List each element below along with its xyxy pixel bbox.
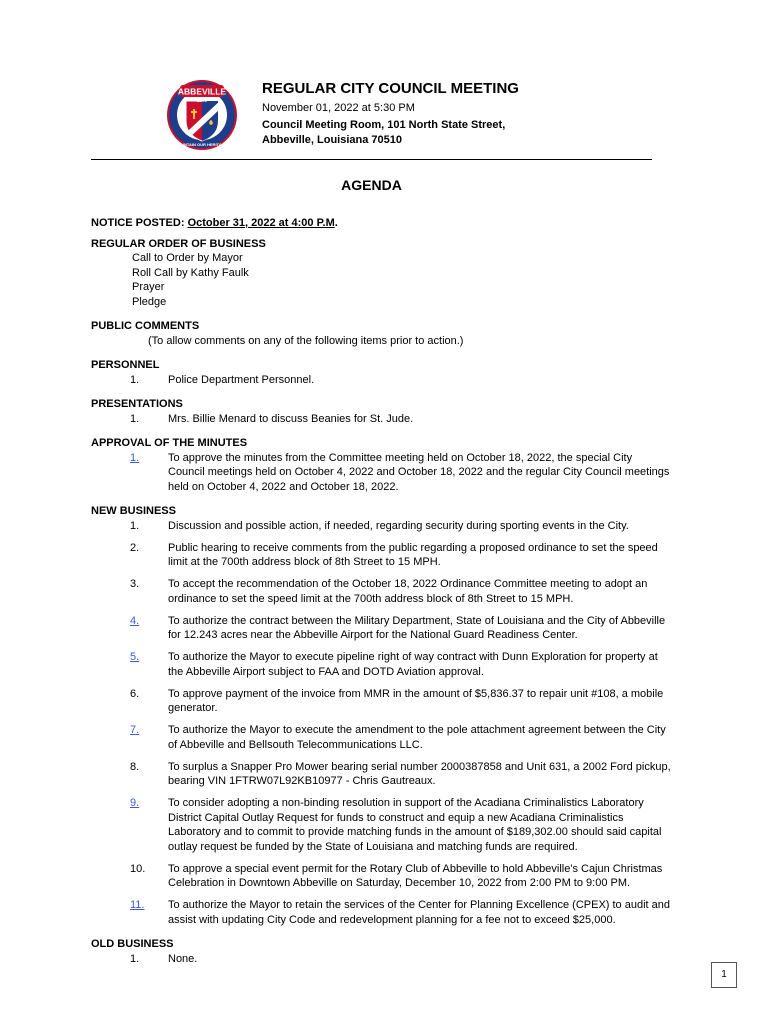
list-item bbox=[91, 687, 671, 716]
agenda-body bbox=[91, 216, 671, 966]
item-text: To surplus a Snapper Pro Mower bearing serial number 2000387858 and Unit 631, a 2002 Ford pickup, bearing VIN 1FTRW07L92KB10977 - Chris Gautreaux. bbox=[168, 760, 671, 787]
list-item bbox=[91, 614, 671, 643]
section-old-business bbox=[91, 937, 671, 966]
item-number: 3. bbox=[130, 578, 140, 590]
item-text: To accept the recommendation of the October 18, 2022 Ordinance Committee meeting to adopt an ordinance to set the speed limit at the 700th address block of 8th Street to 15 MPH. bbox=[168, 578, 648, 605]
section-personnel bbox=[91, 358, 671, 387]
list-item bbox=[91, 577, 671, 606]
list-item bbox=[91, 796, 671, 854]
list-item bbox=[91, 451, 671, 495]
item-text: None. bbox=[168, 952, 198, 965]
location-line-1: Council Meeting Room, 101 North State Street, bbox=[262, 119, 506, 131]
item-number: 1. bbox=[130, 519, 140, 532]
section-presentations bbox=[91, 397, 671, 426]
section-heading: PRESENTATIONS bbox=[91, 398, 183, 410]
item-number: 1. bbox=[130, 952, 140, 965]
list-item bbox=[91, 760, 671, 789]
item-text: To approve the minutes from the Committee meeting held on October 18, 2022, the special City Council meetings held on October 4, 2022 and October 18, 2022 and the regular City Council meetings held on October 4, 2022 and October 18, 2022. bbox=[168, 451, 670, 493]
item-text: To consider adopting a non-binding resolution in support of the Acadiana Criminalistics Laboratory District Capital Outlay Request for funds to construct and equip a new Acadiana Criminalistics Laboratory and to commit to provide matching funds in the amount of $189,302.00 should said capital outlay request be funded by the State of Louisiana and matching funds are required. bbox=[168, 797, 662, 853]
section-new-business bbox=[91, 504, 671, 927]
section-heading: PERSONNEL bbox=[91, 359, 160, 371]
item-text: Mrs. Billie Menard to discuss Beanies for St. Jude. bbox=[168, 412, 414, 425]
meeting-datetime: November 01, 2022 at 5:30 PM bbox=[262, 102, 415, 114]
notice-period: . bbox=[334, 217, 338, 229]
page-number: 1 bbox=[711, 962, 737, 988]
notice-date: October 31, 2022 at 4:00 P.M bbox=[187, 217, 335, 229]
item-number-link[interactable]: 9. bbox=[130, 797, 140, 809]
public-comments-note: (To allow comments on any of the following items prior to action.) bbox=[148, 334, 464, 347]
seal-motto: MAINTAIN OUR HERITAGE bbox=[176, 142, 228, 147]
item-text: To authorize the contract between the Military Department, State of Louisiana and the City of Abbeville for 12.243 acres near the Abbeville Airport for the National Guard Readiness Center. bbox=[168, 614, 666, 641]
list-item bbox=[91, 373, 671, 388]
item-number: 10. bbox=[130, 862, 146, 875]
section-heading: NEW BUSINESS bbox=[91, 505, 176, 517]
item-text: To authorize the Mayor to retain the services of the Center for Planning Excellence (CPEX) to audit and assist with updating City Code and redevelopment planning for a fee not to exceed $25,000. bbox=[168, 899, 670, 926]
location-line-2: Abbeville, Louisiana 70510 bbox=[262, 134, 403, 146]
section-heading: PUBLIC COMMENTS bbox=[91, 320, 200, 332]
agenda-heading: AGENDA bbox=[341, 177, 402, 193]
item-number: 6. bbox=[130, 687, 140, 700]
section-approval-minutes bbox=[91, 436, 671, 494]
seal-name: ABBEVILLE bbox=[177, 86, 227, 97]
item-text: Discussion and possible action, if needed, regarding security during sporting events in the City. bbox=[168, 519, 629, 532]
section-heading: REGULAR ORDER OF BUSINESS bbox=[91, 237, 266, 250]
list-item bbox=[91, 862, 671, 891]
city-seal-logo bbox=[166, 79, 238, 151]
list-item: Call to Order by Mayor bbox=[132, 252, 243, 264]
item-text: To approve payment of the invoice from MMR in the amount of $5,836.37 to repair unit #108, a mobile generator. bbox=[168, 687, 664, 714]
list-item bbox=[91, 952, 671, 967]
item-number: 1. bbox=[130, 373, 140, 386]
meeting-title: REGULAR CITY COUNCIL MEETING bbox=[262, 80, 519, 97]
item-number-link[interactable]: 1. bbox=[130, 451, 140, 464]
list-item bbox=[91, 723, 671, 752]
section-heading: APPROVAL OF THE MINUTES bbox=[91, 437, 248, 449]
item-text: To approve a special event permit for the Rotary Club of Abbeville to hold Abbeville's Cajun Christmas Celebration in Downtown Abbeville on Saturday, December 10, 2022 from 2:00 PM to 9:00 PM. bbox=[168, 862, 663, 889]
section-heading: OLD BUSINESS bbox=[91, 938, 174, 950]
item-number: 2. bbox=[130, 541, 140, 554]
item-number-link[interactable]: 7. bbox=[130, 724, 140, 736]
list-item bbox=[91, 898, 671, 927]
item-number-link[interactable]: 4. bbox=[130, 614, 140, 627]
list-item bbox=[91, 412, 671, 427]
notice-posted bbox=[91, 216, 671, 231]
list-item bbox=[91, 519, 671, 534]
item-number-link[interactable]: 5. bbox=[130, 651, 140, 663]
meeting-header bbox=[262, 80, 519, 148]
item-number-link[interactable]: 11. bbox=[130, 899, 145, 911]
list-item: Prayer bbox=[132, 281, 165, 293]
item-text: To authorize the Mayor to execute pipeline right of way contract with Dunn Exploration for property at the Abbeville Airport subject to FAA and DOTD Aviation approval. bbox=[168, 651, 658, 678]
seal-year: 1850 bbox=[196, 98, 208, 103]
section-regular-order bbox=[91, 237, 671, 310]
item-number: 8. bbox=[130, 760, 140, 773]
item-text: Police Department Personnel. bbox=[168, 373, 315, 386]
list-item bbox=[91, 650, 671, 679]
item-text: Public hearing to receive comments from the public regarding a proposed ordinance to set the speed limit at the 700th address block of 8th Street to 15 MPH. bbox=[168, 541, 658, 568]
item-text: To authorize the Mayor to execute the amendment to the pole attachment agreement between the City of Abbeville and Bellsouth Telecommunications LLC. bbox=[168, 724, 666, 751]
item-number: 1. bbox=[130, 412, 140, 425]
list-item bbox=[91, 541, 671, 570]
meeting-location bbox=[262, 118, 519, 148]
notice-label: NOTICE POSTED: bbox=[91, 217, 185, 229]
section-public-comments bbox=[91, 319, 671, 348]
list-item: Pledge bbox=[132, 295, 167, 308]
header-divider bbox=[91, 159, 652, 160]
list-item: Roll Call by Kathy Faulk bbox=[132, 266, 249, 279]
